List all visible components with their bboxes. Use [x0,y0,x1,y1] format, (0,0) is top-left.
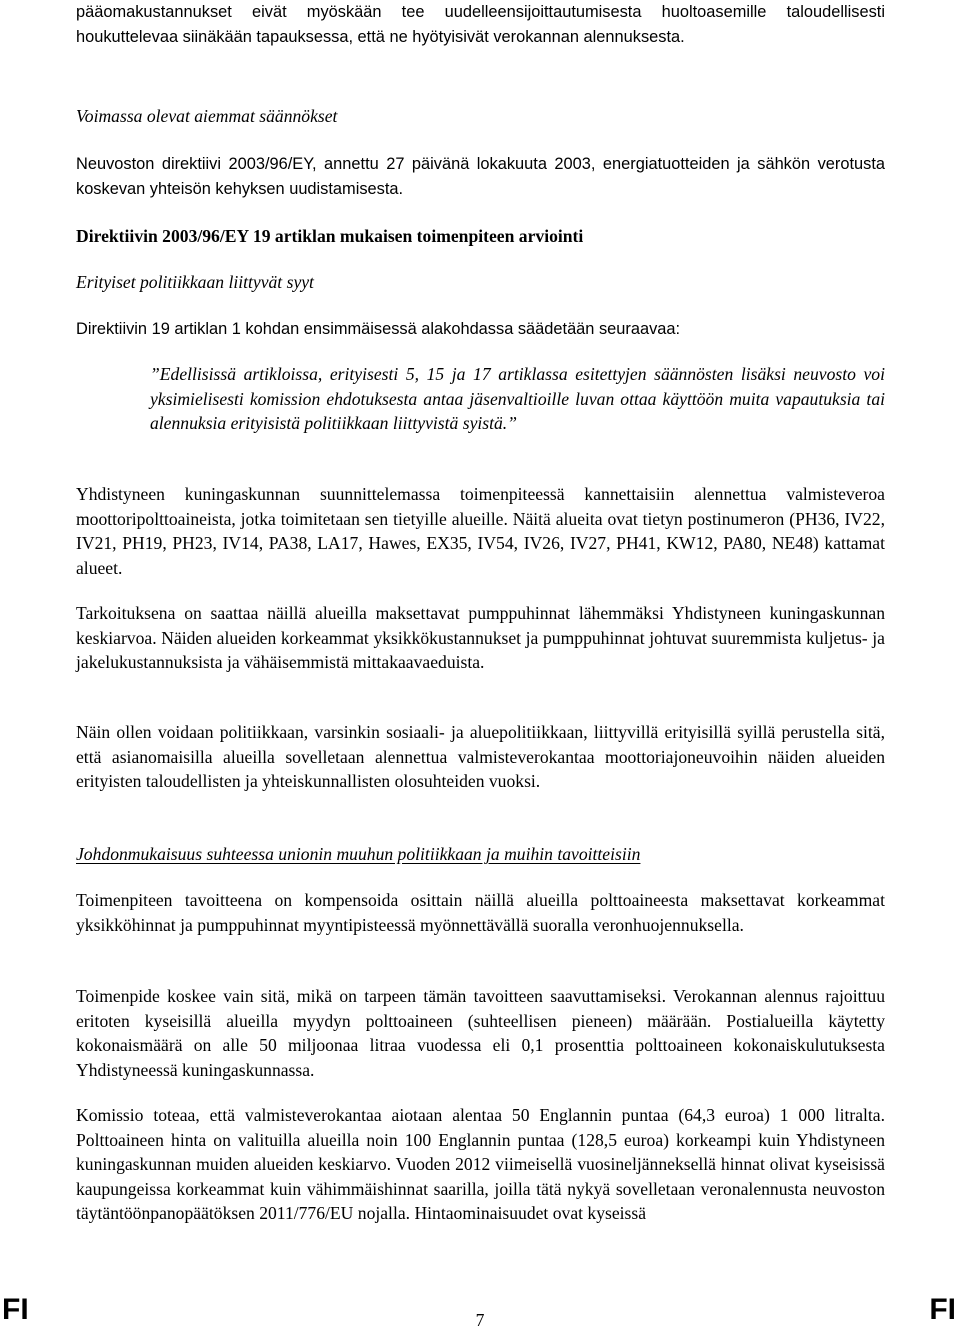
paragraph-proportionality: Toimenpide koskee vain sitä, mikä on tarpeen tämän tavoitteen saavuttamiseksi. Verokannan alennus rajoittuu eritoten kyseisillä alueilla myydyn polttoaineen (suhteellisen pieneen) määrään. Postialueilla käytetty kokonaismäärä on alle 50 miljoonaa litraa vuodessa eli 0,1 prosenttia polttoaineen kokonaiskulutuksesta Yhdistyneessä kuningaskunnassa. [76,986,885,1080]
footer-language-left: FI [2,1293,29,1326]
heading-assessment: Direktiivin 2003/96/EY 19 artiklan mukaisen toimenpiteen arviointi [76,226,584,246]
footer-language-right: FI [929,1293,956,1326]
paragraph-article-19: Direktiivin 19 artiklan 1 kohdan ensimmäisessä alakohdassa säädetään seuraavaa: [76,320,681,338]
heading-consistency: Johdonmukaisuus suhteessa unionin muuhun politiikkaan ja muihin tavoitteisiin [76,844,641,864]
paragraph-objective: Toimenpiteen tavoitteena on kompensoida osittain näillä alueilla polttoaineesta maksettavat korkeammat yksikköhinnat ja pumppuhinnat myyntipisteessä myönnettävällä suoralla veronhuojennuksella. [76,890,885,935]
paragraph-intro: pääomakustannukset eivät myöskään tee uudelleensijoittautumisesta huoltoasemille taloudellisesti houkuttelevaa siinäkään tapauksessa, että ne hyötyisivät verokannan alennuksesta. [76,3,885,46]
paragraph-uk-measure: Yhdistyneen kuningaskunnan suunnittelemassa toimenpiteessä kannettaisiin alennettua valmisteveroa moottoripolttoaineista, jotka toimitetaan sen tietyille alueille. Näitä alueita ovat tietyn postinumeron (PH36, IV22, IV21, PH19, PH23, IV14, PA38, LA17, Hawes, EX35, IV54, IV26, IV27, PH41, KW12, PA80, NE48) kattamat alueet. [76,484,885,578]
paragraph-commission-notes: Komissio toteaa, että valmisteverokantaa aiotaan alentaa 50 Englannin puntaa (64,3 euroa) 1 000 litralta. Polttoaineen hinta on valituilla alueilla noin 100 Englannin puntaa (128,5 euroa) korkeampi kuin Yhdistyneen kuningaskunnan muiden alueiden keskiarvo. Vuoden 2012 viimeisellä vuosineljänneksellä hinnat olivat kyseisissä kaupungeissa korkeammat kuin vähimmäishinnat saarilla, joilla tätä nykyä sovelletaan veronalennusta neuvoston täytäntöönpanopäätöksen 2011/776/EU nojalla. Hintaominaisuudet ovat kyseissä [76,1105,885,1224]
paragraph-council-directive: Neuvoston direktiivi 2003/96/EY, annettu 27 päivänä lokakuuta 2003, energiatuotteiden ja sähkön verotusta koskevan yhteisön kehyksen uudistamisesta. [76,155,885,198]
heading-specific-policy-reasons: Erityiset politiikkaan liittyvät syyt [76,272,314,292]
page-number: 7 [475,1310,485,1330]
paragraph-purpose: Tarkoituksena on saattaa näillä alueilla maksettavat pumppuhinnat lähemmäksi Yhdistyneen kuningaskunnan keskiarvoa. Näiden alueiden korkeammat yksikkökustannukset ja pumppuhinnat johtuvat suuremmista kuljetus- ja jakelukustannuksista ja vähäisemmistä mittakaavaeduista. [76,603,885,673]
heading-existing-provisions: Voimassa olevat aiemmat säännökset [76,106,338,126]
quoted-provision: ”Edellisissä artikloissa, erityisesti 5, 15 ja 17 artiklassa esitettyjen säännösten lisäksi neuvosto voi yksimielisesti komission ehdotuksesta antaa jäsenvaltioille luvan ottaa käyttöön muita vapautuksia tai alennuksia erityisistä politiikkaan liittyvistä syistä.” [150,364,885,434]
paragraph-justification: Näin ollen voidaan politiikkaan, varsinkin sosiaali- ja aluepolitiikkaan, liittyvillä erityisillä syillä perustella sitä, että asianomaisilla alueilla sovelletaan alennettua valmisteverokantaa moottoriajoneuvoihin näiden alueiden erityisten taloudellisten ja yhteiskunnallisten olosuhteiden vuoksi. [76,722,885,792]
